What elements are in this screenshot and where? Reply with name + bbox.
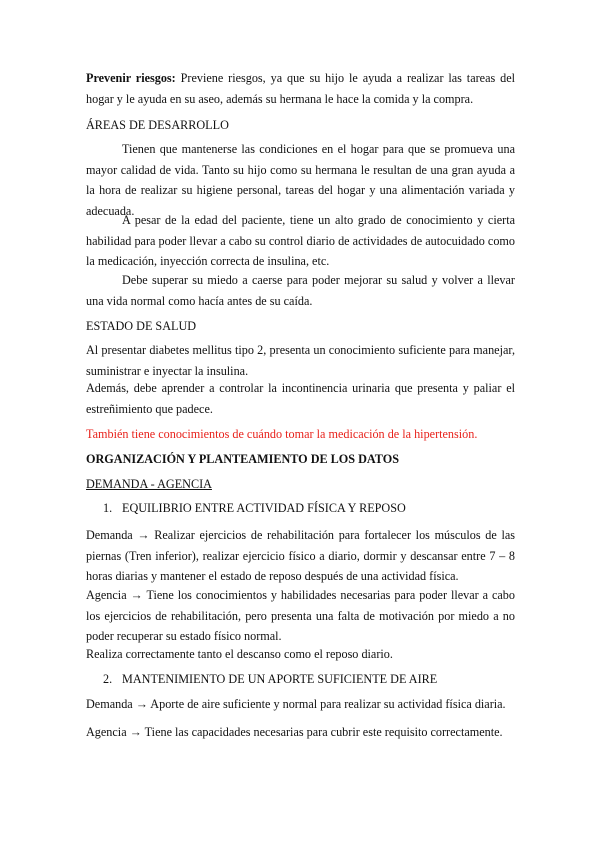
item1-agencia: Agencia → Tiene los conocimientos y habilidades necesarias para poder llevar a cabo los ejercicios de rehabilitación, pero presenta una falta de motivación por miedo a no poder recuperar su estado físico normal.: [86, 588, 515, 643]
list-item-1-title: EQUILIBRIO ENTRE ACTIVIDAD FÍSICA Y REPOSO: [122, 501, 406, 515]
prevenir-label: Prevenir riesgos:: [86, 71, 176, 85]
item2-agencia: Agencia → Tiene las capacidades necesarias para cubrir este requisito correctamente.: [86, 725, 503, 739]
list-item-2-title: MANTENIMIENTO DE UN APORTE SUFICIENTE DE AIRE: [122, 672, 438, 686]
salud-paragraph-1: Al presentar diabetes mellitus tipo 2, presenta un conocimiento suficiente para manejar, suministrar e inyectar la insulina.: [86, 343, 515, 378]
areas-heading: ÁREAS DE DESARROLLO: [86, 118, 229, 132]
salud-paragraph-2: Además, debe aprender a controlar la incontinencia urinaria que presenta y paliar el estreñimiento que padece.: [86, 381, 515, 416]
areas-paragraph-3: Debe superar su miedo a caerse para poder mejorar su salud y volver a llevar una vida normal como hacía antes de su caída.: [86, 273, 515, 308]
prevenir-text: Previene riesgos, ya que su hijo le ayuda a realizar las tareas del hogar y le ayuda en su aseo, además su hermana le hace la comida y la compra.: [86, 71, 515, 106]
areas-paragraph-1: Tienen que mantenerse las condiciones en el hogar para que se promueva una mayor calidad de vida. Tanto su hijo como su hermana le resultan de una gran ayuda a la hora de realizar su higiene personal, tareas del hogar y una alimentación variada y adecuada.: [86, 142, 515, 218]
list-item-1-number: 1.: [103, 501, 113, 515]
list-item-2-heading: [0, 669, 600, 690]
organizacion-heading: ORGANIZACIÓN Y PLANTEAMIENTO DE LOS DATOS: [86, 452, 399, 466]
item2-demanda: Demanda → Aporte de aire suficiente y normal para realizar su actividad física diaria.: [86, 697, 506, 711]
demanda-agencia-subheading: DEMANDA - AGENCIA: [86, 477, 212, 491]
salud-paragraph-red: También tiene conocimientos de cuándo tomar la medicación de la hipertensión.: [86, 427, 478, 441]
item1-extra: Realiza correctamente tanto el descanso como el reposo diario.: [86, 647, 393, 661]
prevenir-paragraph: [86, 68, 515, 109]
list-item-1-heading: [0, 498, 600, 519]
areas-paragraph-2: A pesar de la edad del paciente, tiene un alto grado de conocimiento y cierta habilidad para poder llevar a cabo su control diario de actividades de autocuidado como la medicación, inyección correcta de insulina, etc.: [86, 213, 515, 268]
salud-heading: ESTADO DE SALUD: [86, 319, 197, 333]
item1-demanda: Demanda → Realizar ejercicios de rehabilitación para fortalecer los músculos de las piernas (Tren inferior), realizar ejercicio físico a diario, dormir y descansar entre 7 – 8 horas diarias y mantener el estado de reposo después de una actividad física.: [86, 528, 515, 583]
list-item-2-number: 2.: [103, 672, 113, 686]
